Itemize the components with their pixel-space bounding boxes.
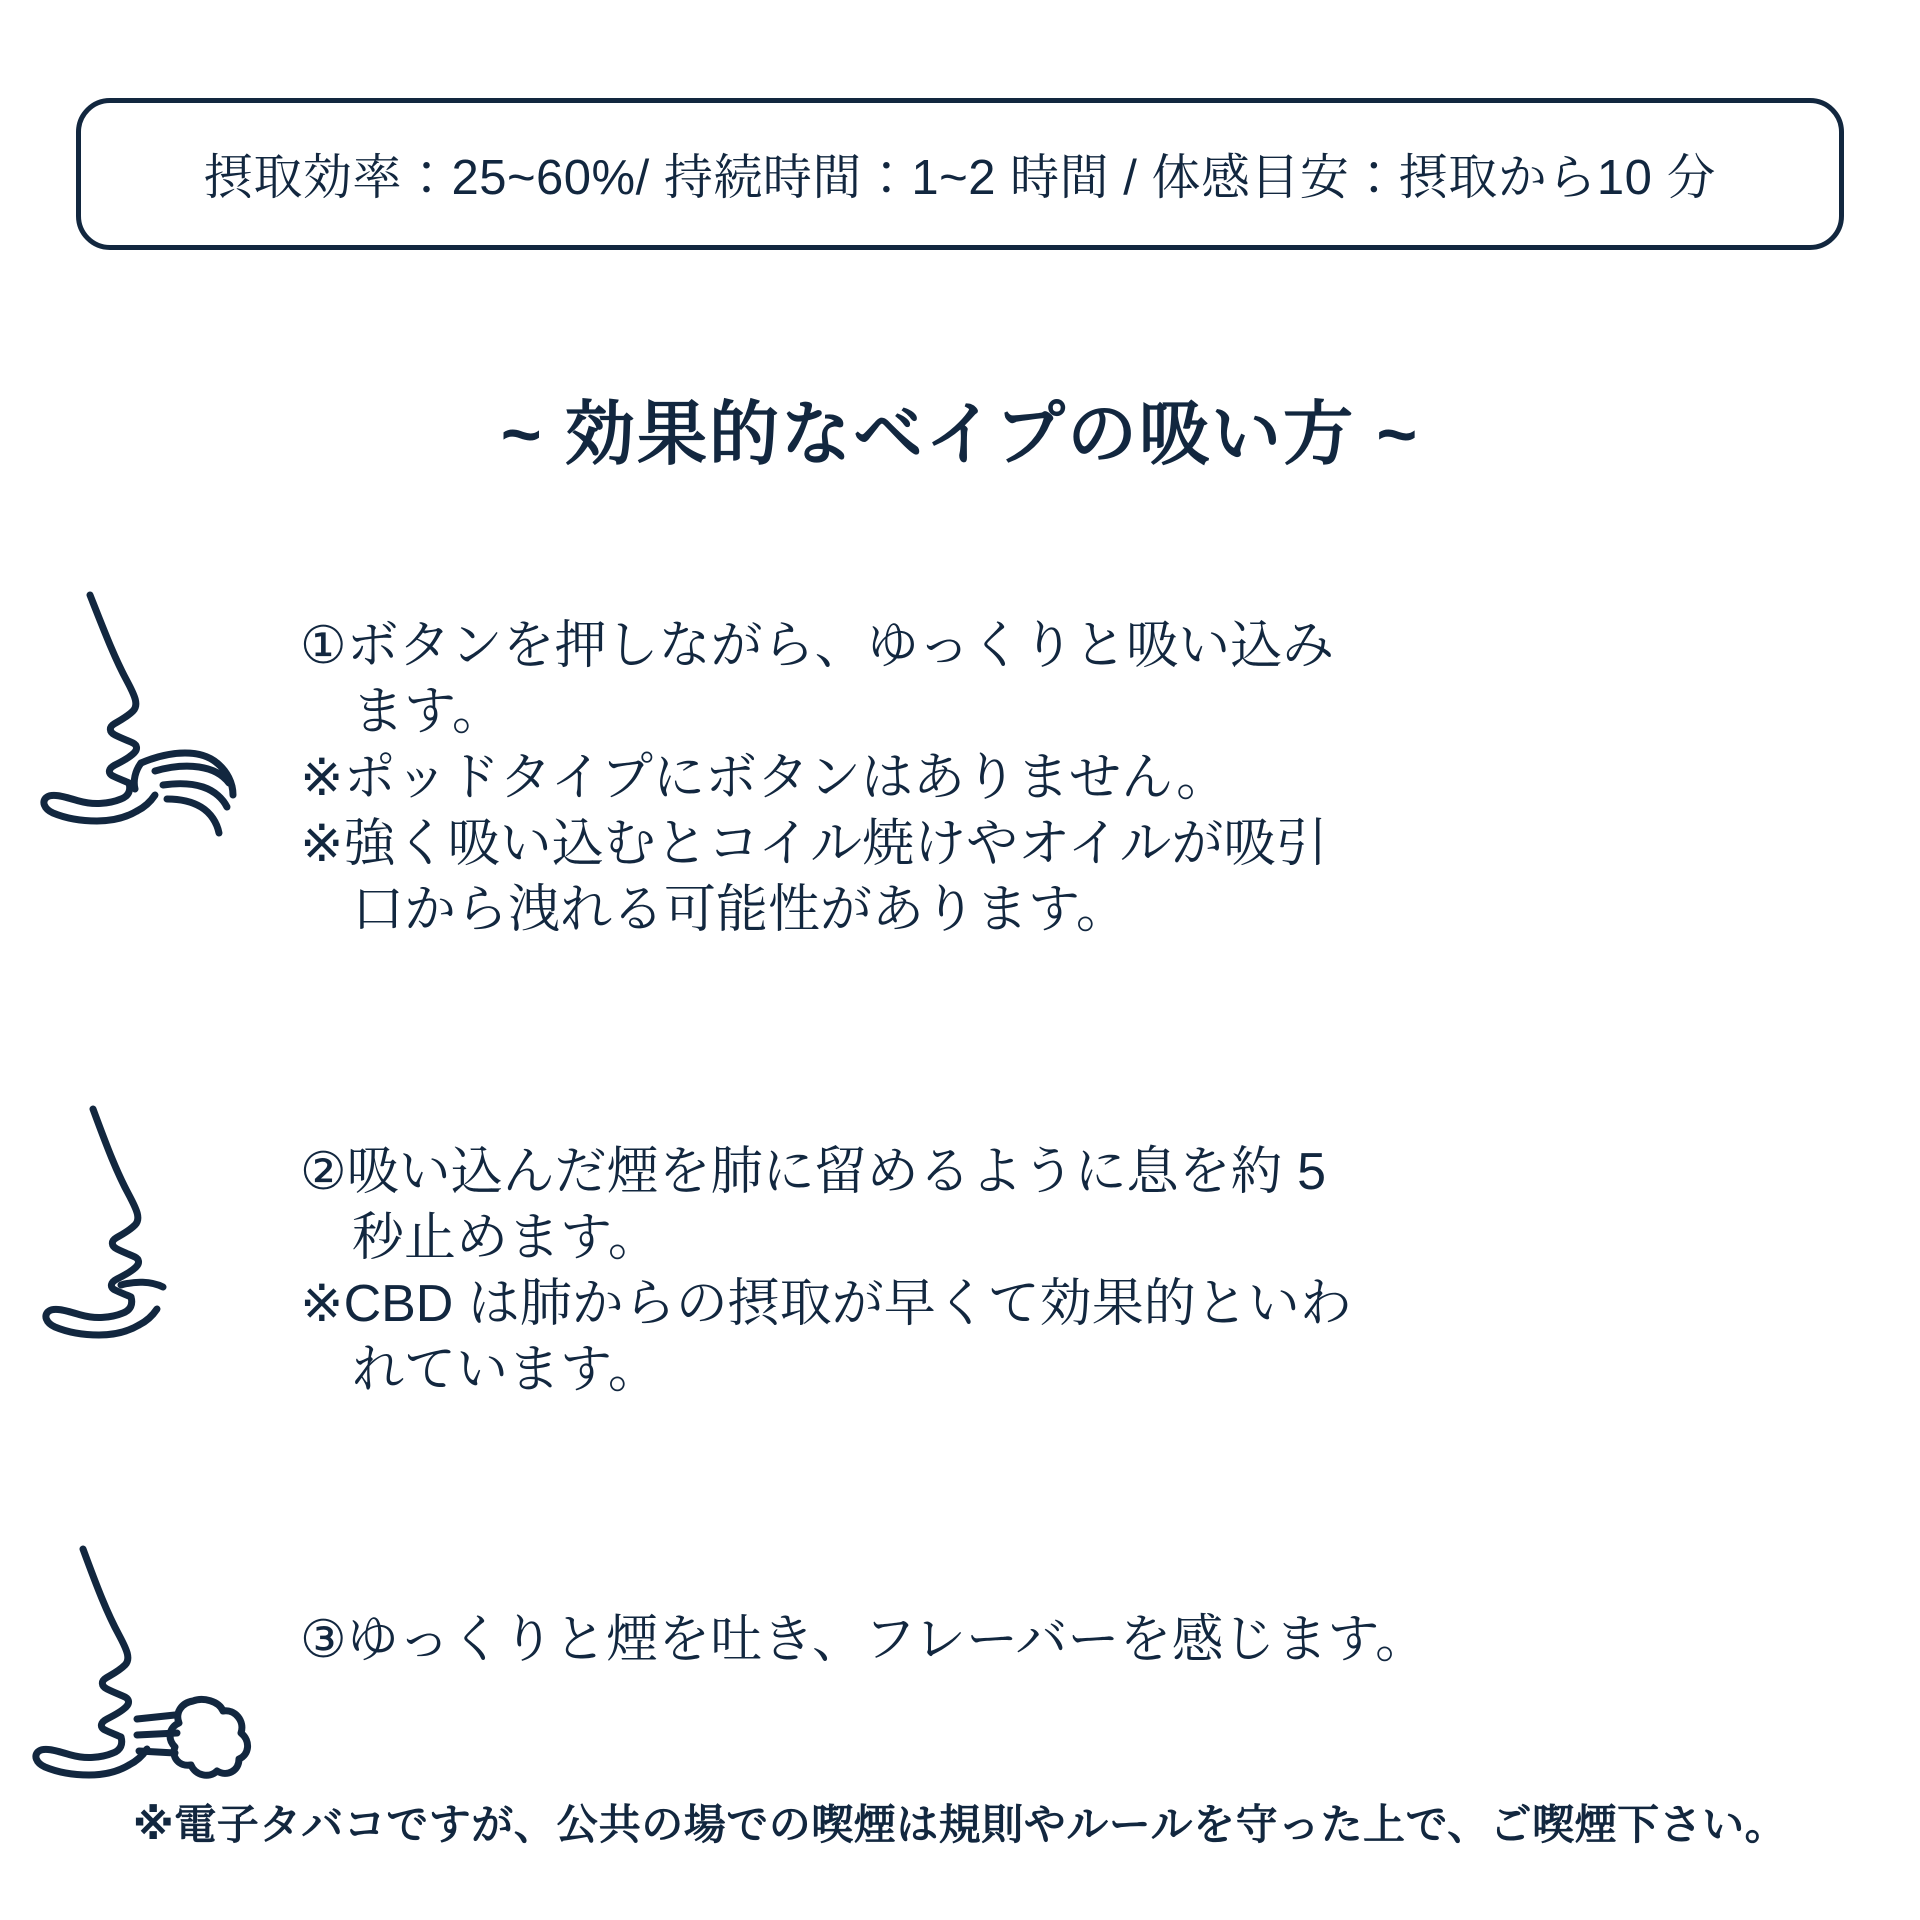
face-holding-breath-icon (0, 1079, 300, 1399)
info-box (76, 98, 1844, 250)
step-line: ①ボタンを押しながら、ゆっくりと吸い込み (300, 617, 1335, 675)
step-line: ③ゆっくりと煙を吐き、フレーバーを感じます。 (300, 1611, 1428, 1669)
list-item (0, 1519, 1920, 1839)
step-line: 口から洩れる可能性があります。 (352, 881, 1128, 940)
step-line: ②吸い込んだ煙を肺に留めるように息を約 5 (300, 1143, 1326, 1201)
info-box-text: 摂取効率：25~60%/ 持続時間：1~2 時間 / 体感目安：摂取から10 分 (203, 151, 1717, 205)
list-item (0, 585, 1920, 1015)
face-exhaling-smoke-icon (0, 1519, 300, 1839)
step-line: 秒止めます。 (352, 1209, 660, 1268)
list-item (0, 1079, 1920, 1459)
steps-list (0, 585, 1920, 1839)
step-text (300, 1079, 1920, 1403)
step-line: ※CBD は肺からの摂取が早くて効果的といわ (300, 1275, 1352, 1334)
step-line: ます。 (352, 683, 504, 742)
step-line: ※ポッドタイプにボタンはありません。 (300, 749, 1229, 808)
step-text (300, 585, 1920, 943)
footer-note: ※電子タバコですが、公共の場での喫煙は規則やルールを守った上で、ご喫煙下さい。 (132, 1801, 1788, 1848)
step-line: ※強く吸い込むとコイル焼けやオイルが吸引 (300, 815, 1328, 874)
face-inhaling-icon (0, 585, 300, 915)
page-title: ~ 効果的なベイプの吸い方 ~ (500, 395, 1420, 473)
step-text (300, 1519, 1920, 1673)
step-line: れています。 (352, 1341, 660, 1400)
